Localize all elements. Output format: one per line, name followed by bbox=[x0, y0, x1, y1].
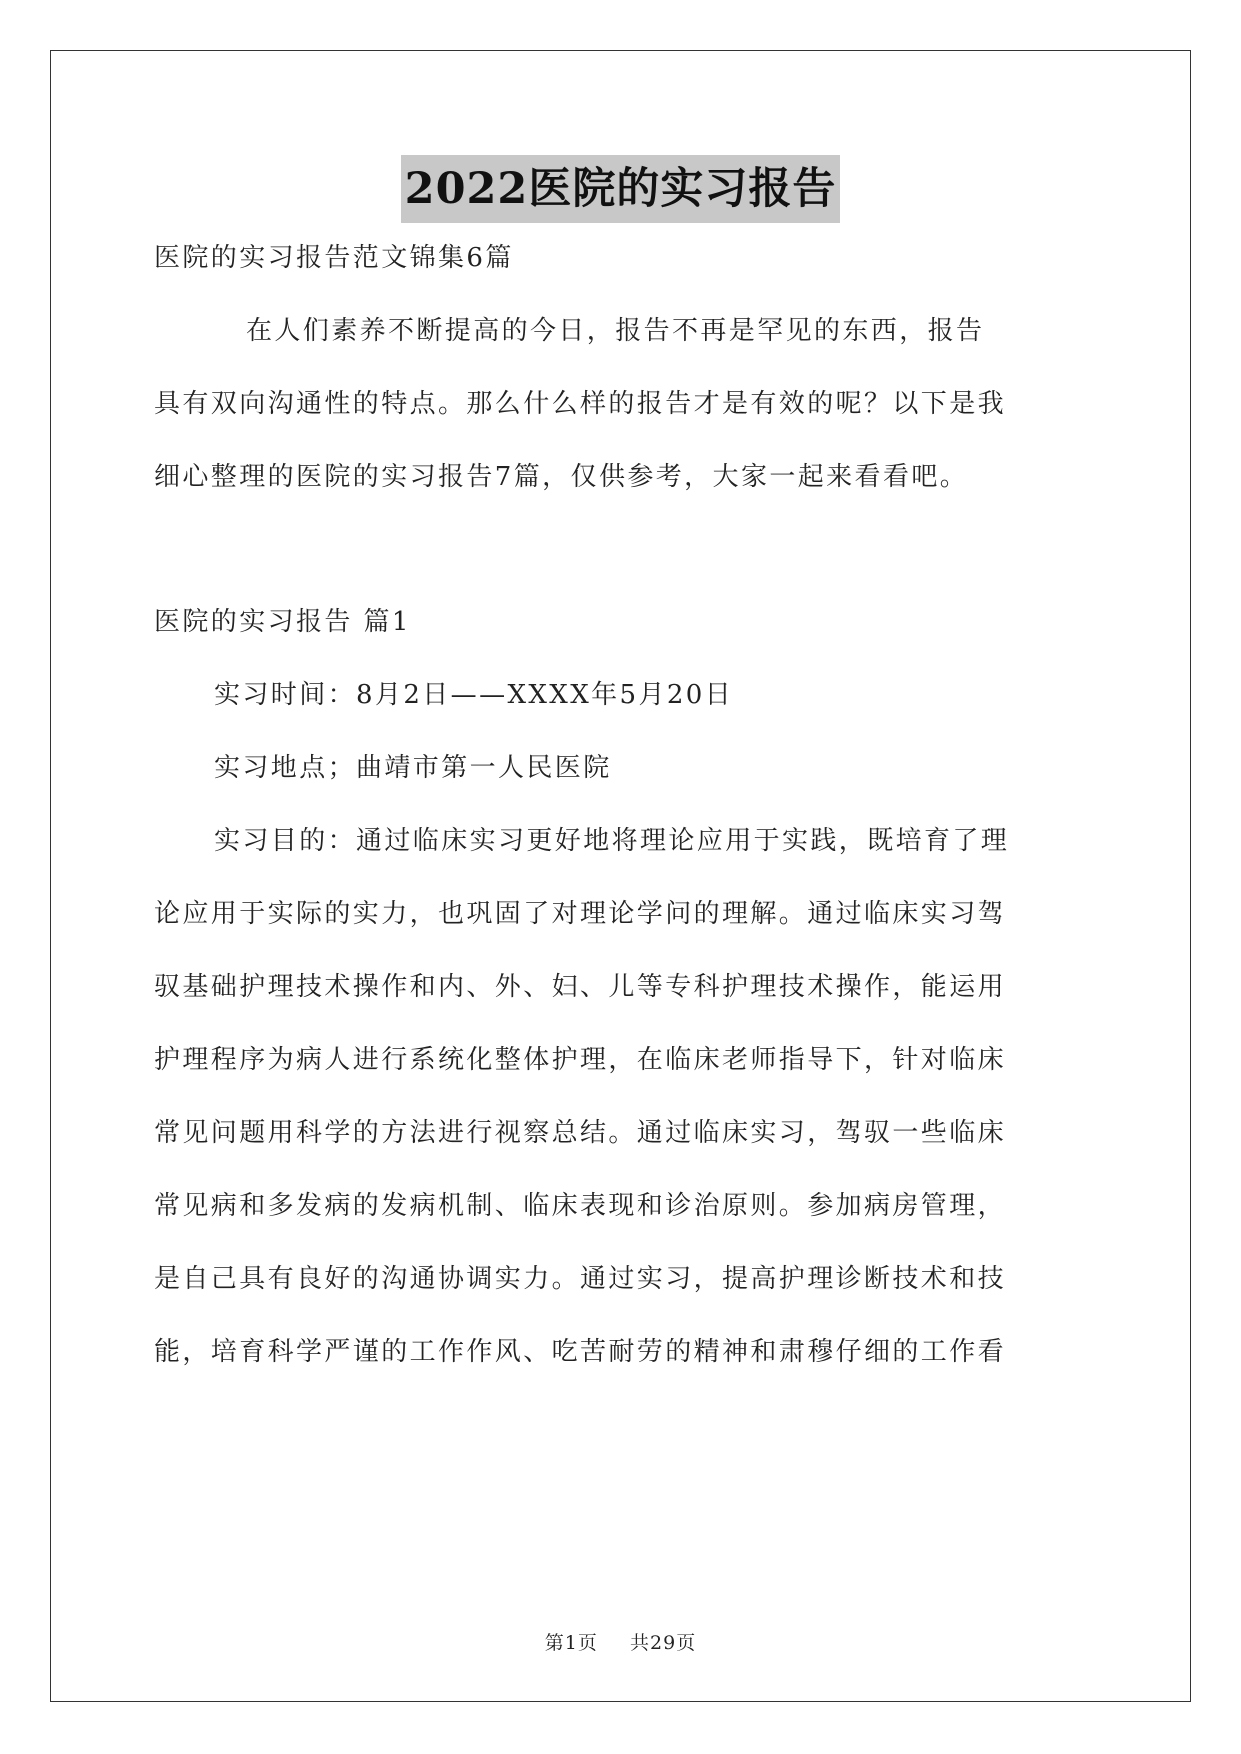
page-total: 共29页 bbox=[630, 1632, 697, 1654]
purpose-line-5: 常见问题用科学的方法进行视察总结。通过临床实习，驾驭一些临床 bbox=[154, 1118, 1007, 1148]
intro-line-2: 具有双向沟通性的特点。那么什么样的报告才是有效的呢？以下是我 bbox=[154, 389, 1007, 419]
practice-time: 实习时间：8月2日——XXXX年5月20日 bbox=[214, 680, 734, 710]
intro-line-1: 在人们素养不断提高的今日，报告不再是罕见的东西，报告 bbox=[246, 316, 985, 346]
title-container bbox=[0, 155, 1241, 223]
purpose-line-2: 论应用于实际的实力，也巩固了对理论学问的理解。通过临床实习驾 bbox=[154, 899, 1007, 929]
practice-place: 实习地点；曲靖市第一人民医院 bbox=[214, 753, 612, 783]
purpose-line-8: 能，培育科学严谨的工作作风、吃苦耐劳的精神和肃穆仔细的工作看 bbox=[154, 1337, 1007, 1367]
section-heading: 医院的实习报告 篇1 bbox=[154, 607, 411, 637]
page-number: 第1页 bbox=[544, 1632, 598, 1654]
purpose-line-7: 是自己具有良好的沟通协调实力。通过实习，提高护理诊断技术和技 bbox=[154, 1264, 1007, 1294]
purpose-line-1: 实习目的：通过临床实习更好地将理论应用于实践，既培育了理 bbox=[214, 826, 1010, 856]
page-border bbox=[50, 50, 1191, 1702]
intro-line-3: 细心整理的医院的实习报告7篇，仅供参考，大家一起来看看吧。 bbox=[154, 462, 969, 492]
page-footer bbox=[0, 1628, 1241, 1655]
subtitle: 医院的实习报告范文锦集6篇 bbox=[154, 243, 514, 273]
purpose-line-6: 常见病和多发病的发病机制、临床表现和诊治原则。参加病房管理， bbox=[154, 1191, 1007, 1221]
purpose-line-4: 护理程序为病人进行系统化整体护理，在临床老师指导下，针对临床 bbox=[154, 1045, 1007, 1075]
document-title: 2022医院的实习报告 bbox=[401, 155, 841, 223]
purpose-line-3: 驭基础护理技术操作和内、外、妇、儿等专科护理技术操作，能运用 bbox=[154, 972, 1007, 1002]
